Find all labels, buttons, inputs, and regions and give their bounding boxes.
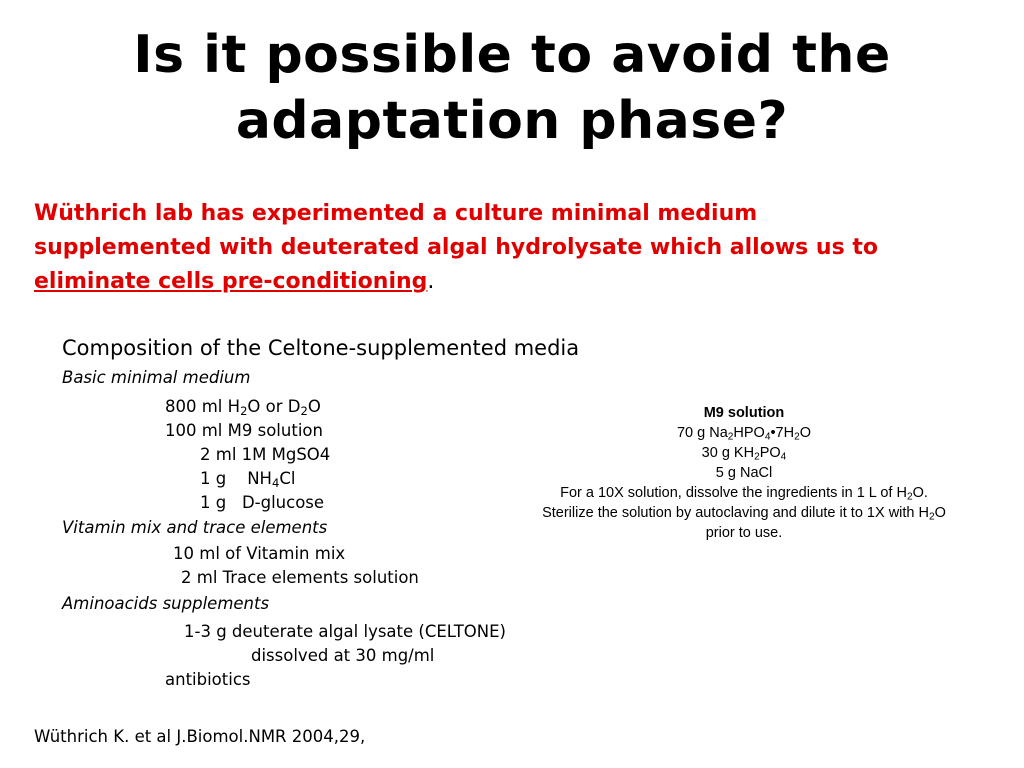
water-sub-1: 2 (240, 403, 248, 418)
m9-l2-a: 30 g KH (701, 445, 755, 461)
water-sub-2: 2 (300, 403, 308, 418)
m9-l1-b: HPO (733, 425, 765, 441)
m9-title: M9 solution (703, 405, 785, 421)
trace-line: 2 ml Trace elements solution (181, 568, 419, 587)
intro-line-3 (34, 265, 994, 299)
m9-l1-d: O (799, 425, 812, 441)
intro-period: . (427, 269, 435, 294)
m9-line-1 (504, 423, 984, 443)
m9-l4-s: 2 (906, 491, 913, 503)
slide-title (0, 22, 1024, 154)
m9-l4-a: For a 10X solution, dissolve the ingredients in 1 L of H (560, 485, 907, 501)
m9-line-5 (504, 503, 984, 523)
m9-line-3: 5 g NaCl (715, 465, 773, 481)
m9-line: 100 ml M9 solution (165, 421, 323, 440)
reference-line: Wüthrich K. et al J.Biomol.NMR 2004,29, (34, 727, 366, 746)
m9-l2-s2: 4 (780, 451, 787, 463)
m9-l5-a: Sterilize the solution by autoclaving and dilute it to 1X with H (542, 505, 929, 521)
water-amount: 800 ml H (165, 397, 241, 416)
m9-l2-s1: 2 (754, 451, 760, 463)
m9-line-6: prior to use. (705, 525, 783, 541)
composition-heading: Composition of the Celtone-supplemented media (62, 336, 580, 360)
intro-line-2: supplemented with deuterated algal hydrolysate which allows us to (34, 235, 878, 260)
m9-l1-c: •7H (770, 425, 795, 441)
vitamin-line: 10 ml of Vitamin mix (173, 544, 346, 563)
vitamin-heading: Vitamin mix and trace elements (62, 518, 328, 537)
m9-l1-s2: 4 (764, 431, 771, 443)
basic-medium-heading: Basic minimal medium (62, 368, 251, 387)
water-line (165, 397, 321, 417)
m9-l4-b: O. (912, 485, 928, 501)
dissolved-line: dissolved at 30 mg/ml (251, 646, 435, 665)
m9-l5-s: 2 (928, 511, 935, 523)
glucose-line: 1 g D-glucose (200, 493, 325, 512)
nh4cl-line (200, 469, 295, 489)
nh4cl-pre: 1 g NH (200, 469, 272, 488)
water-mid: O or D (247, 397, 301, 416)
m9-line-2 (504, 443, 984, 463)
celtone-line: 1-3 g deuterate algal lysate (CELTONE) (184, 622, 506, 641)
m9-l1-s3: 2 (794, 431, 800, 443)
amino-heading: Aminoacids supplements (62, 594, 270, 613)
title-line-1: Is it possible to avoid the (133, 25, 891, 85)
intro-paragraph (34, 197, 994, 299)
m9-solution-box (504, 403, 984, 543)
m9-line-4 (504, 483, 984, 503)
nh4cl-end: Cl (279, 469, 296, 488)
m9-l5-b: O (934, 505, 946, 521)
title-line-2: adaptation phase? (235, 91, 789, 151)
water-end: O (307, 397, 321, 416)
intro-line-1: Wüthrich lab has experimented a culture minimal medium (34, 201, 758, 226)
m9-l1-s1: 2 (727, 431, 734, 443)
m9-l2-b: PO (759, 445, 781, 461)
antibiotics-line: antibiotics (165, 670, 251, 689)
nh4cl-sub: 4 (271, 475, 280, 490)
m9-l1-a: 70 g Na (676, 425, 728, 441)
mgso4-line: 2 ml 1M MgSO4 (200, 445, 331, 464)
intro-line-3-text: eliminate cells pre-conditioning (34, 269, 428, 294)
